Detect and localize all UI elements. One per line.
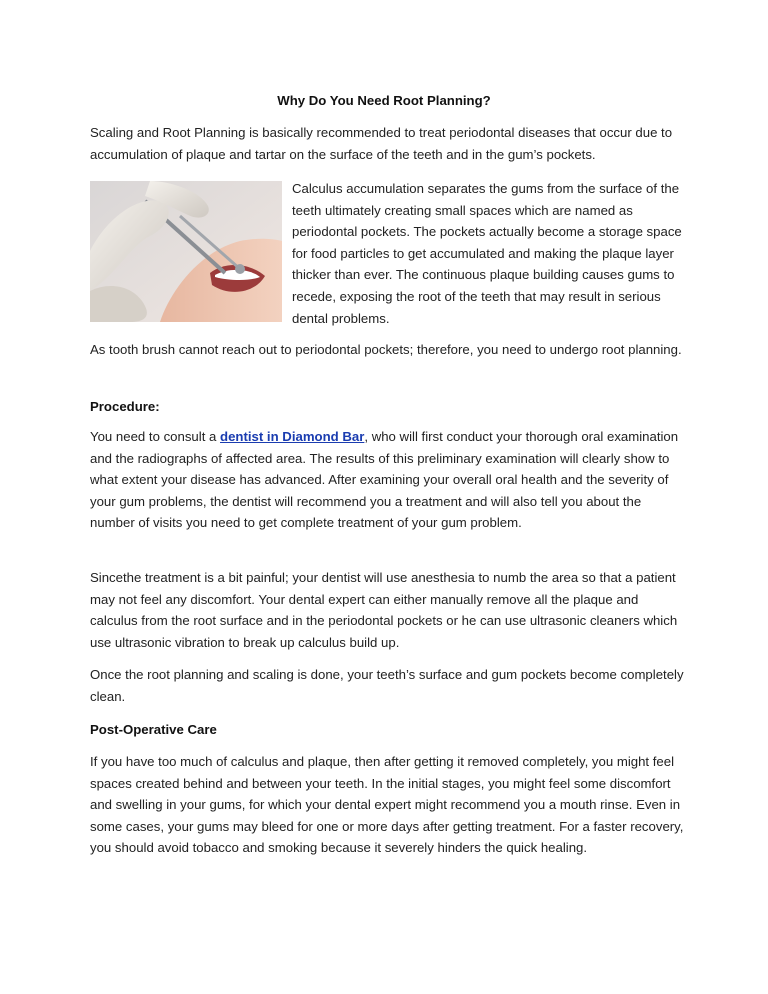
procedure-text-2: Sincethe treatment is a bit painful; your dentist will use anesthesia to numb the area so that a patient may not feel any discomfort. Your dental expert can either manually remove all the plaque and calculus from the root surface and in the periodontal pockets or he can use ultrasonic cleaners which use ultrasonic vibration to break up calculus build up. <box>90 570 678 650</box>
procedure-text-3: Once the root planning and scaling is done, your teeth’s surface and gum pockets become completely clean. <box>90 667 684 704</box>
procedure-text-after-link: , who will first conduct your thorough oral examination and the radiographs of affected area. The results of this preliminary examination will clearly show to what extent your disease has advanced. After examining your overall oral health and the severity of your gum problems, the dentist will recommend you a treatment and will also tell you about the number of visits you need to get complete treatment of your gum problem. <box>90 429 679 531</box>
dental-procedure-image <box>90 181 282 322</box>
procedure-paragraph-1 <box>90 426 686 534</box>
procedure-heading: Procedure: <box>90 399 160 414</box>
page-title: Why Do You Need Root Planning? <box>277 93 491 108</box>
procedure-paragraph-2 <box>90 567 686 653</box>
figure-side-paragraph <box>292 178 692 329</box>
intro-text: Scaling and Root Planning is basically recommended to treat periodontal diseases that occur due to accumulation of plaque and tartar on the surface of the teeth and in the gum’s pockets. <box>90 125 673 162</box>
figure-side-text: Calculus accumulation separates the gums from the surface of the teeth ultimately creating small spaces which are named as periodontal pockets. The pockets actually become a storage space for food particles to get accumulated and making the plaque layer thicker than ever. The continuous plaque building causes gums to recede, exposing the root of the teeth that may result in serious dental problems. <box>292 181 682 326</box>
intro-paragraph <box>90 122 686 165</box>
post-operative-heading: Post-Operative Care <box>90 722 217 737</box>
dental-procedure-photo-icon <box>90 181 282 322</box>
post-operative-text: If you have too much of calculus and plaque, then after getting it removed completely, you might feel spaces created behind and between your teeth. In the initial stages, you might feel some discomfort and swelling in your gums, for which your dental expert might recommend you a mouth rinse. Even in some cases, your gums may bleed for one or more days after getting treatment. For a faster recovery, you should avoid tobacco and smoking because it severely hinders the quick healing. <box>90 754 684 856</box>
dentist-diamond-bar-link[interactable]: dentist in Diamond Bar <box>220 429 365 444</box>
post-operative-paragraph <box>90 751 686 859</box>
procedure-paragraph-3 <box>90 664 686 707</box>
procedure-text-1 <box>90 426 686 534</box>
procedure-text-before-link: You need to consult a <box>90 429 221 444</box>
brush-text: As tooth brush cannot reach out to periodontal pockets; therefore, you need to undergo root planning. <box>90 342 682 357</box>
brush-paragraph <box>90 339 686 361</box>
